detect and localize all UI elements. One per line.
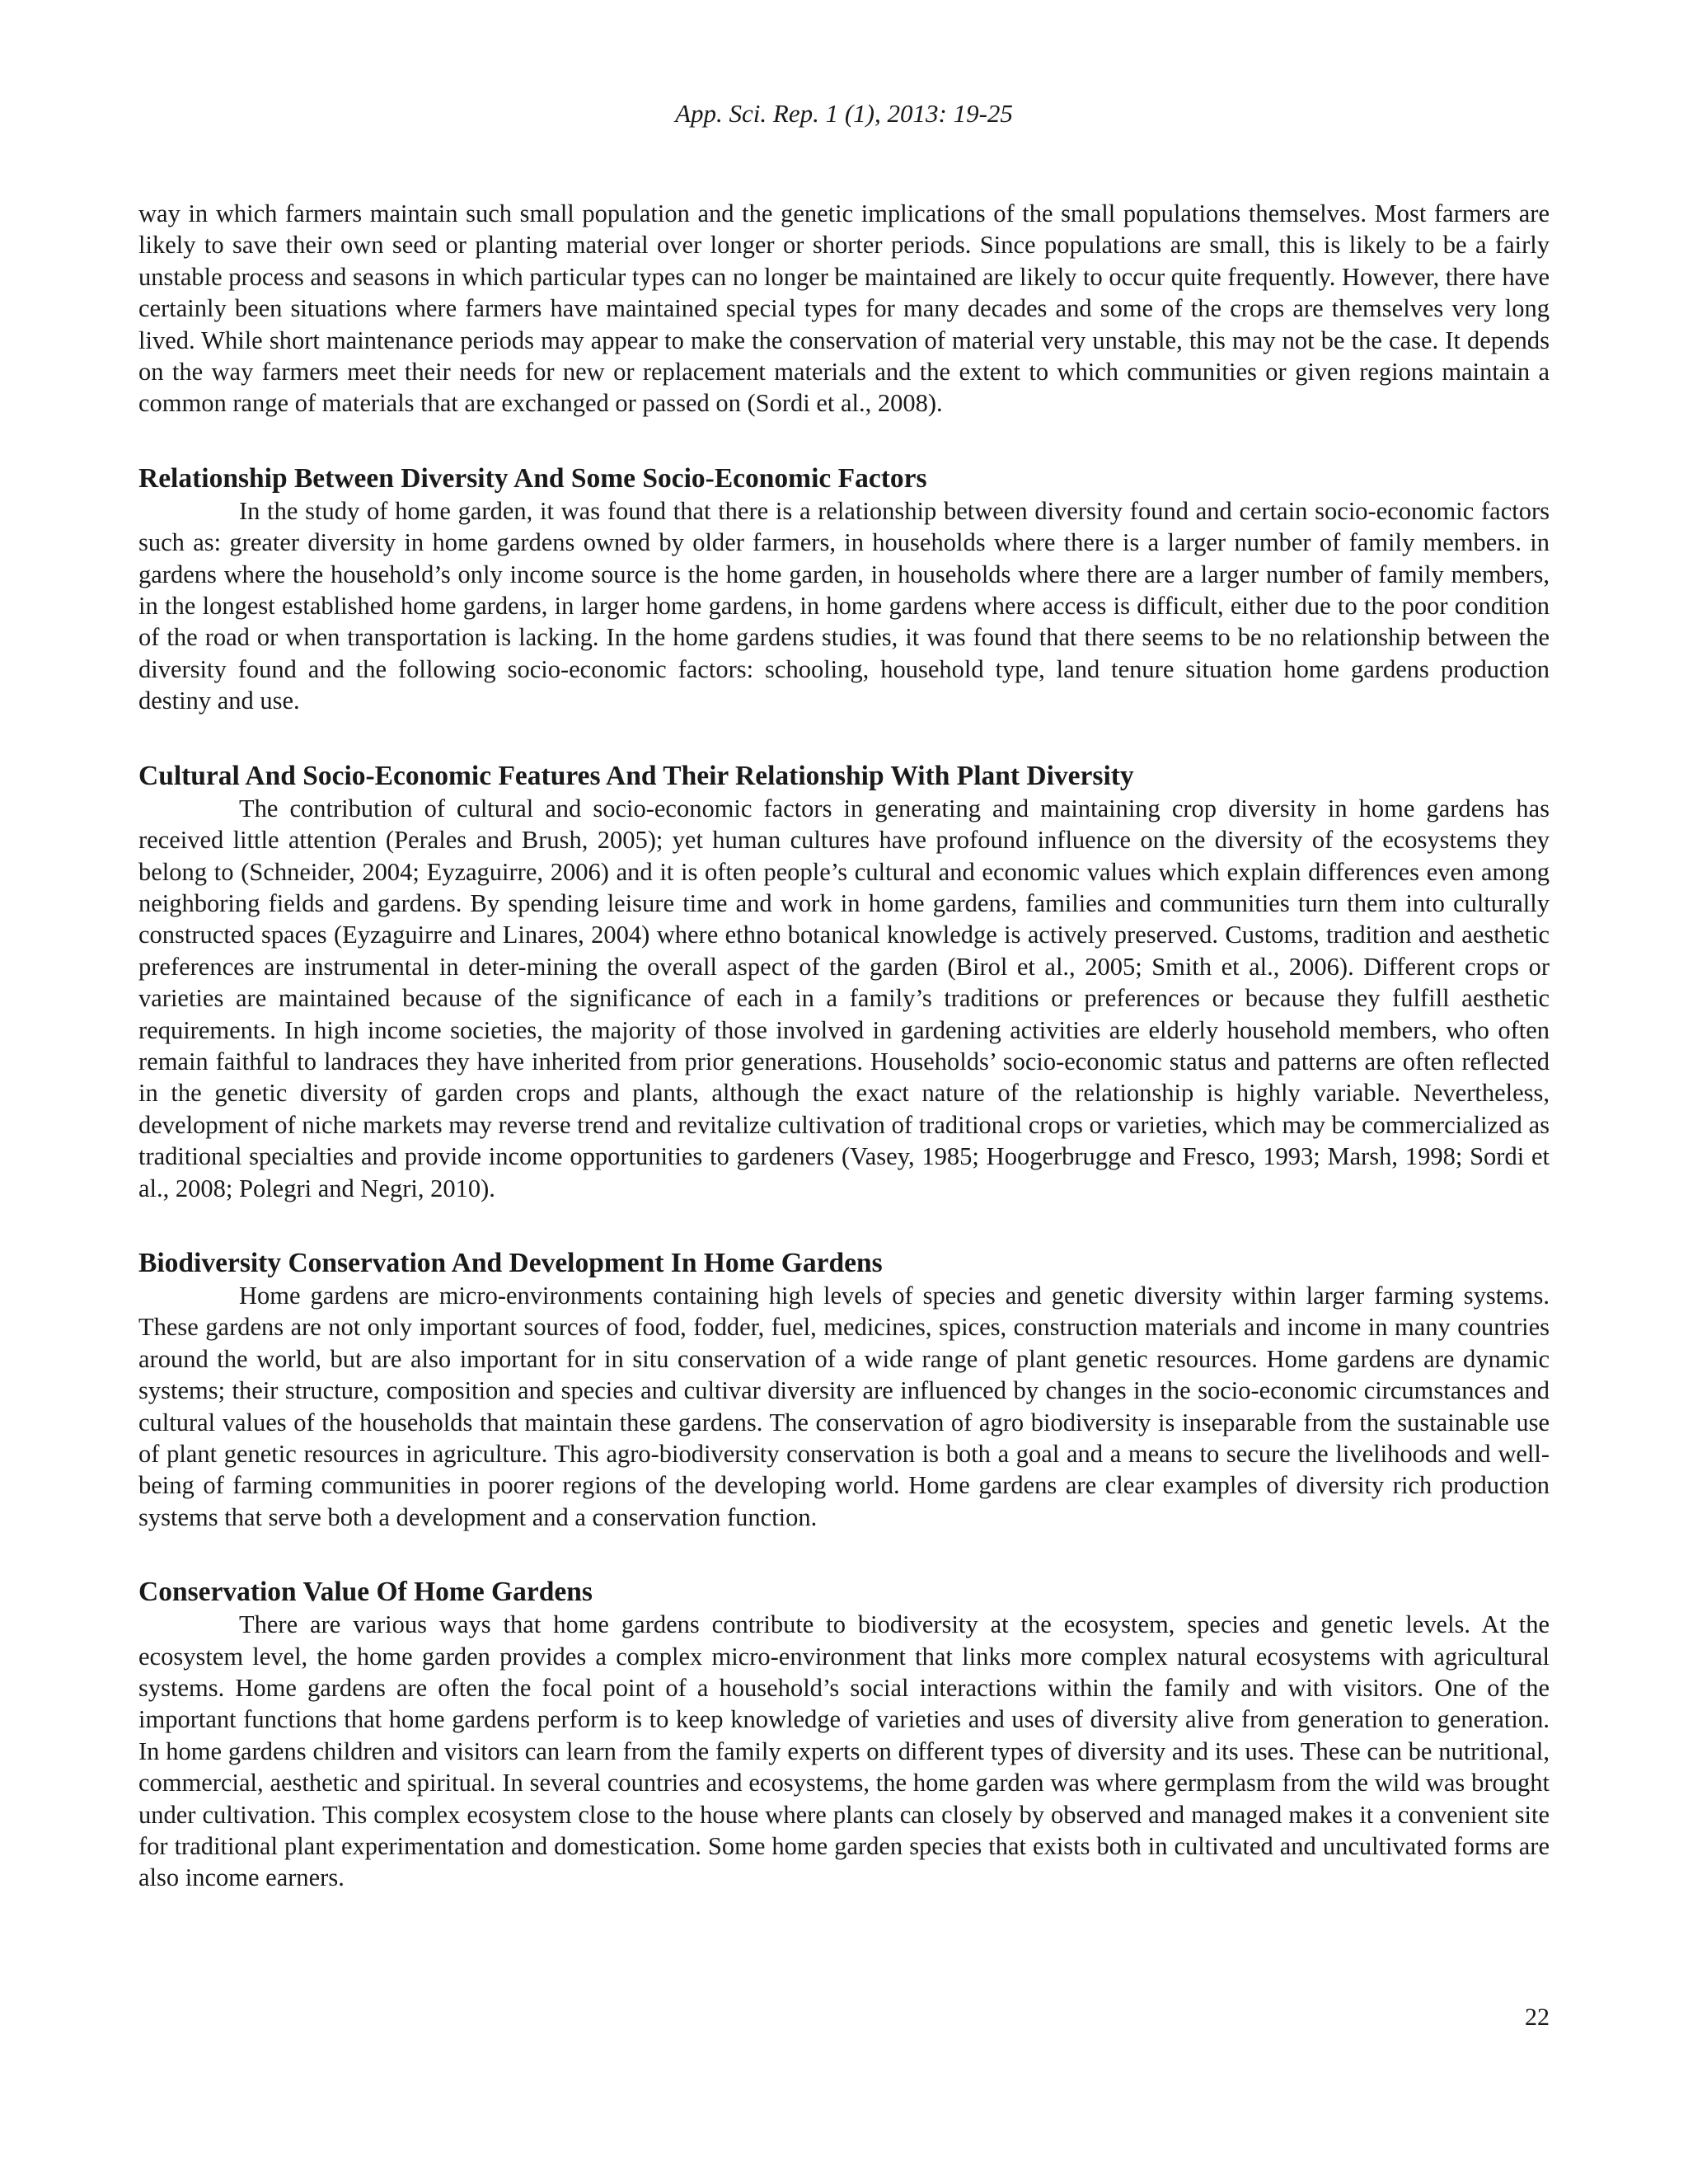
paragraph-cultural-features: The contribution of cultural and socio-economic factors in generating and maintaining crop diversity in home gardens has received little attention (Perales and Brush, 2005); yet human cultures have profound influence on the diversity of the ecosystems they belong to (Schneider, 2004; Eyzaguirre, 2006) and it is often people’s cultural and economic values which explain differences even among neighboring fields and gardens. By spending leisure time and work in home gardens, families and communities turn them into culturally constructed spaces (Eyzaguirre and Linares, 2004) where ethno botanical knowledge is actively preserved. Customs, tradition and aesthetic preferences are instrumental in deter-mining the overall aspect of the garden (Birol et al., 2005; Smith et al., 2006). Different crops or varieties are maintained because of the significance of each in a family’s traditions or preferences or because they fulfill aesthetic requirements. In high income societies, the majority of those involved in gardening activities are elderly household members, who often remain faithful to landraces they have inherited from prior generations. Households’ socio-economic status and patterns are often reflected in the genetic diversity of garden crops and plants, although the exact nature of the relationship is highly variable. Nevertheless, development of niche markets may reverse trend and revitalize cultivation of traditional crops or varieties, which may be commercialized as traditional specialties and provide income opportunities to gardeners (Vasey, 1985; Hoogerbrugge and Fresco, 1993; Marsh, 1998; Sordi et al., 2008; Polegri and Negri, 2010). [138, 794, 1550, 1202]
section-heading-biodiversity-conservation: Biodiversity Conservation And Development In Home Gardens [138, 1247, 883, 1278]
article-body [138, 198, 1550, 1894]
paragraph-conservation-value: There are various ways that home gardens contribute to biodiversity at the ecosystem, species and genetic levels. At the ecosystem level, the home garden provides a complex micro-environment that links more complex natural ecosystems with agricultural systems. Home gardens are often the focal point of a household’s social interactions within the family and with visitors. One of the important functions that home gardens perform is to keep knowledge of varieties and uses of diversity alive from generation to generation. In home gardens children and visitors can learn from the family experts on different types of diversity and its uses. These can be nutritional, commercial, aesthetic and spiritual. In several countries and ecosystems, the home garden was where germplasm from the wild was brought under cultivation. This complex ecosystem close to the house where plants can closely by observed and managed makes it a convenient site for traditional plant experimentation and domestication. Some home garden species that exists both in cultivated and uncultivated forms are also income earners. [138, 1610, 1550, 1892]
running-head: App. Sci. Rep. 1 (1), 2013: 19-25 [675, 99, 1013, 128]
paragraph-socio-economic-factors: In the study of home garden, it was found that there is a relationship between diversity found and certain socio-economic factors such as: greater diversity in home gardens owned by older farmers, in households where there is a larger number of family members. in gardens where the household’s only income source is the home garden, in households where there are a larger number of family members, in the longest established home gardens, in larger home gardens, in home gardens where access is difficult, either due to the poor condition of the road or when transportation is lacking. In the home gardens studies, it was found that there seems to be no relationship between the diversity found and the following socio-economic factors: schooling, household type, land tenure situation home gardens production destiny and use. [138, 496, 1550, 715]
section-heading-socio-economic-factors: Relationship Between Diversity And Some Socio-Economic Factors [138, 462, 927, 494]
paragraph-continuation: way in which farmers maintain such small population and the genetic implications of the small populations themselves. Most farmers are likely to save their own seed or planting material over longer or shorter periods. Since populations are small, this is likely to be a fairly unstable process and seasons in which particular types can no longer be maintained are likely to occur quite frequently. However, there have certainly been situations where farmers have maintained special types for many decades and some of the crops are themselves very long lived. While short maintenance periods may appear to make the conservation of material very unstable, this may not be the case. It depends on the way farmers meet their needs for new or replacement materials and the extent to which communities or given regions maintain a common range of materials that are exchanged or passed on (Sordi et al., 2008). [138, 199, 1550, 418]
paragraph-biodiversity-conservation: Home gardens are micro-environments containing high levels of species and genetic diversity within larger farming systems. These gardens are not only important sources of food, fodder, fuel, medicines, spices, construction materials and income in many countries around the world, but are also important for in situ conservation of a wide range of plant genetic resources. Home gardens are dynamic systems; their structure, composition and species and cultivar diversity are influenced by changes in the socio-economic circumstances and cultural values of the households that maintain these gardens. The conservation of agro biodiversity is inseparable from the sustainable use of plant genetic resources in agriculture. This agro-biodiversity conservation is both a goal and a means to secure the livelihoods and well-being of farming communities in poorer regions of the developing world. Home gardens are clear examples of diversity rich production systems that serve both a development and a conservation function. [138, 1281, 1550, 1531]
page-number: 22 [1525, 2004, 1550, 2031]
section-heading-conservation-value: Conservation Value Of Home Gardens [138, 1577, 593, 1608]
section-heading-cultural-features: Cultural And Socio-Economic Features And Their Relationship With Plant Diversity [138, 760, 1134, 791]
